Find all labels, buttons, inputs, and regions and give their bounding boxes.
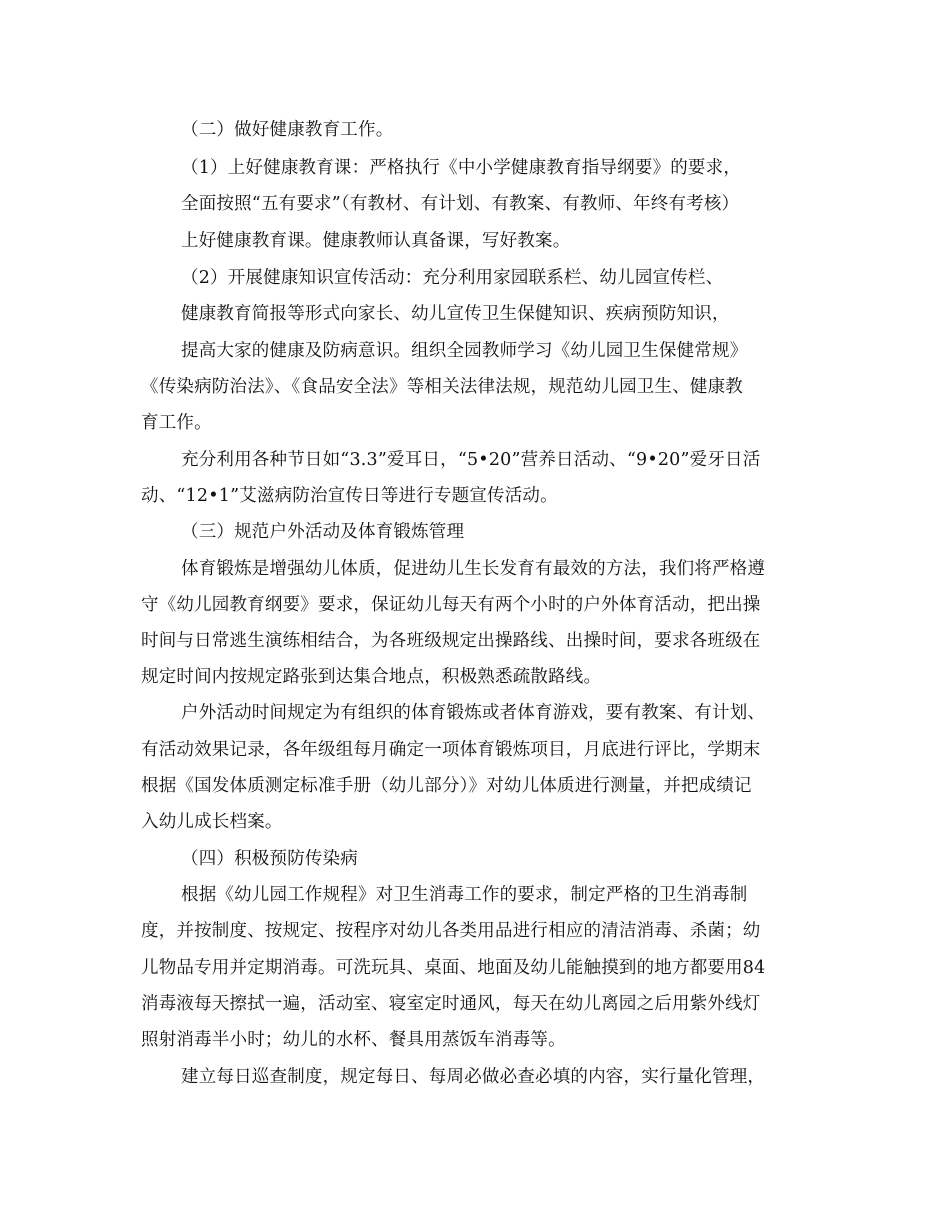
text-line: 儿物品专用并定期消毒。可洗玩具、桌面、地面及幼儿能触摸到的地方都要用84: [141, 958, 766, 978]
text-line: 体育锻炼是增强幼儿体质，促进幼儿生长发育有最效的方法，我们将严格遵: [181, 559, 766, 579]
section-heading: （四）积极预防传染病: [181, 849, 358, 869]
text-line: （1）上好健康教育课：严格执行《中小学健康教育指导纲要》的要求，: [181, 158, 742, 178]
text-line: 建立每日巡查制度，规定每日、每周必做必查必填的内容，实行量化管理，: [181, 1067, 766, 1087]
text-line: 入幼儿成长档案。: [141, 812, 283, 832]
text-line: 时间与日常逃生演练相结合，为各班级规定出操路线、出操时间，要求各班级在: [141, 631, 761, 651]
text-line: 充分利用各种节日如“3.3”爱耳日，“5•20”营养日活动、“9•20”爱牙日活: [181, 450, 761, 470]
text-line: 全面按照“五有要求”（有教材、有计划、有教案、有教师、年终有考核）: [181, 194, 740, 214]
text-line: 健康教育简报等形式向家长、幼儿宣传卫生保健知识、疾病预防知识，: [181, 304, 730, 324]
text-line: 消毒液每天擦拭一遍，活动室、寝室定时通风，每天在幼儿离园之后用紫外线灯: [141, 994, 761, 1014]
text-line: 户外活动时间规定为有组织的体育锻炼或者体育游戏，要有教案、有计划、: [181, 703, 766, 723]
text-line: 育工作。: [141, 413, 212, 433]
section-heading: （二）做好健康教育工作。: [181, 120, 394, 140]
text-line: 守《幼儿园教育纲要》要求，保证幼儿每天有两个小时的户外体育活动，把出操: [141, 595, 761, 615]
text-line: 上好健康教育课。健康教师认真备课，写好教案。: [181, 231, 571, 251]
text-line: 照射消毒半小时；幼儿的水杯、餐具用蒸饭车消毒等。: [141, 1030, 566, 1050]
text-line: 根据《幼儿园工作规程》对卫生消毒工作的要求，制定严格的卫生消毒制: [181, 885, 748, 905]
text-line: 根据《国发体质测定标准手册（幼儿部分）》对幼儿体质进行测量，并把成绩记: [141, 776, 752, 796]
text-line: 提高大家的健康及防病意识。组织全园教师学习《幼儿园卫生保健常规》: [181, 341, 748, 361]
text-line: 动、“12•1”艾滋病防治宣传日等进行专题宣传活动。: [141, 486, 558, 506]
text-line: 《传染病防治法》、《食品安全法》等相关法律法规，规范幼儿园卫生、健康教: [141, 377, 743, 397]
text-line: （2）开展健康知识宣传活动：充分利用家园联系栏、幼儿园宣传栏、: [181, 268, 724, 288]
text-line: 度，并按制度、按规定、按程序对幼儿各类用品进行相应的清洁消毒、杀菌；幼: [141, 921, 761, 941]
text-line: 有活动效果记录，各年级组每月确定一项体育锻炼项目，月底进行评比，学期末: [141, 740, 761, 760]
text-line: 规定时间内按规定路张到达集合地点，积极熟悉疏散路线。: [141, 667, 602, 687]
section-heading: （三）规范户外活动及体育锻炼管理: [181, 522, 465, 542]
